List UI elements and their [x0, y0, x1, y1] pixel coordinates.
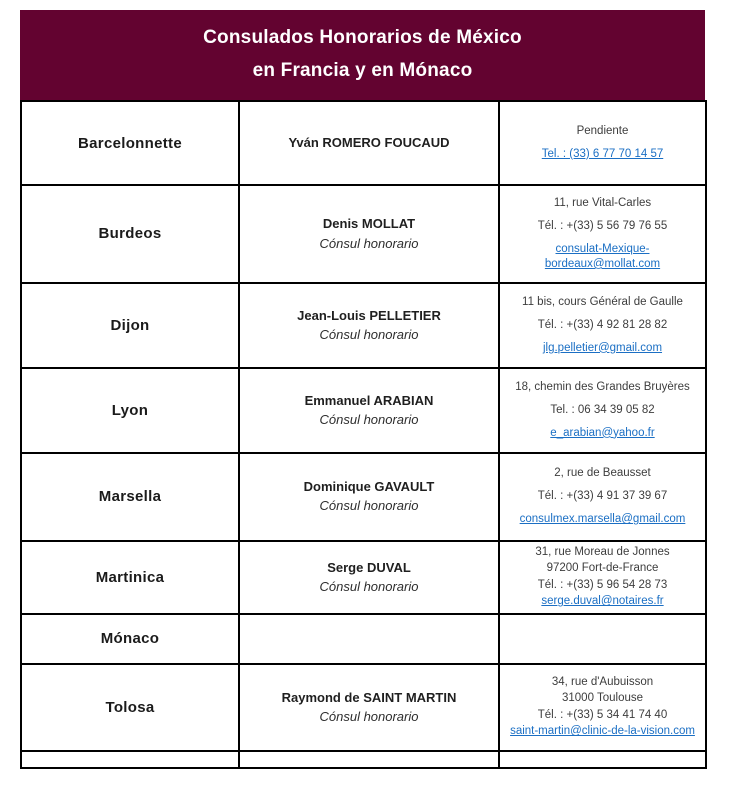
table-row: [21, 664, 706, 751]
contact-link[interactable]: jlg.pelletier@gmail.com: [542, 341, 663, 354]
consul-role: Cónsul honorario: [319, 411, 419, 427]
contact-cell: [499, 541, 706, 614]
consul-cell: [239, 368, 499, 453]
contact-link[interactable]: Tel. : (33) 6 77 70 14 57: [541, 148, 664, 160]
consulados-table: [20, 100, 707, 769]
consul-role: Cónsul honorario: [319, 235, 419, 251]
consul-name: Jean-Louis PELLETIER: [297, 307, 441, 323]
contact-line: Tél. : +(33) 4 92 81 28 82: [537, 318, 668, 331]
contact-line: Pendiente: [576, 125, 629, 138]
consul-name: Yván ROMERO FOUCAUD: [288, 134, 450, 150]
city-cell: Burdeos: [21, 185, 239, 283]
contact-line: 34, rue d'Aubuisson: [551, 675, 654, 688]
consul-cell: [239, 101, 499, 185]
contact-link[interactable]: consulat-Mexique-bordeaux@mollat.com: [544, 242, 661, 270]
contact-line: Tel. : 06 34 39 05 82: [550, 403, 655, 416]
title-line-2: en Francia y en Mónaco: [252, 60, 473, 81]
contact-line: Tél. : +(33) 5 34 41 74 40: [537, 708, 668, 721]
consul-name: Emmanuel ARABIAN: [304, 392, 434, 408]
contact-cell: [499, 614, 706, 664]
city-cell: Martinica: [21, 541, 239, 614]
contact-cell: [499, 751, 706, 768]
table-row: [21, 185, 706, 283]
contact-cell: [499, 283, 706, 368]
consul-cell: [239, 453, 499, 541]
consul-name: Denis MOLLAT: [322, 216, 416, 232]
contact-cell: [499, 453, 706, 541]
contact-line: Tél. : +(33) 5 56 79 76 55: [537, 219, 668, 232]
consul-role: Cónsul honorario: [319, 326, 419, 342]
contact-line: 2, rue de Beausset: [554, 467, 651, 480]
consul-role: Cónsul honorario: [319, 708, 419, 724]
city-cell: Lyon: [21, 368, 239, 453]
table-row: [21, 453, 706, 541]
consul-cell: [239, 614, 499, 664]
consul-cell: [239, 541, 499, 614]
contact-line: Tél. : +(33) 5 96 54 28 73: [537, 578, 668, 591]
city-cell: [21, 751, 239, 768]
consul-role: Cónsul honorario: [319, 498, 419, 514]
consul-cell: [239, 185, 499, 283]
contact-link[interactable]: consulmex.marsella@gmail.com: [519, 513, 686, 526]
consul-name: Raymond de SAINT MARTIN: [281, 689, 457, 705]
contact-line: 11 bis, cours Général de Gaulle: [522, 295, 683, 308]
consul-cell: [239, 664, 499, 751]
contact-line: Tél. : +(33) 4 91 37 39 67: [537, 490, 668, 503]
table-row: [21, 368, 706, 453]
city-cell: Dijon: [21, 283, 239, 368]
consul-name: Dominique GAVAULT: [303, 479, 435, 495]
table-row: [21, 283, 706, 368]
consul-name: Serge DUVAL: [327, 559, 411, 575]
table-row: [21, 751, 706, 768]
contact-line: 11, rue Vital-Carles: [553, 197, 652, 209]
contact-line: 31, rue Moreau de Jonnes: [535, 545, 670, 558]
contact-cell: [499, 101, 706, 185]
table-row: [21, 614, 706, 664]
city-cell: Tolosa: [21, 664, 239, 751]
title-line-1: Consulados Honorarios de México: [203, 27, 522, 49]
city-cell: Marsella: [21, 453, 239, 541]
contact-link[interactable]: e_arabian@yahoo.fr: [550, 426, 655, 439]
table-title-banner: [20, 10, 705, 100]
consul-role: Cónsul honorario: [319, 578, 419, 594]
contact-cell: [499, 368, 706, 453]
table-body: [21, 101, 706, 768]
table-row: [21, 101, 706, 185]
contact-cell: [499, 185, 706, 283]
contact-line: 97200 Fort-de-France: [546, 562, 659, 575]
city-cell: Barcelonnette: [21, 101, 239, 185]
table-row: [21, 541, 706, 614]
consul-cell: [239, 751, 499, 768]
contact-link[interactable]: saint-martin@clinic-de-la-vision.com: [510, 725, 695, 738]
city-cell: Mónaco: [21, 614, 239, 664]
contact-line: 31000 Toulouse: [562, 692, 643, 705]
contact-link[interactable]: serge.duval@notaires.fr: [541, 595, 664, 608]
contact-line: 18, chemin des Grandes Bruyères: [515, 380, 690, 393]
consul-cell: [239, 283, 499, 368]
contact-cell: [499, 664, 706, 751]
